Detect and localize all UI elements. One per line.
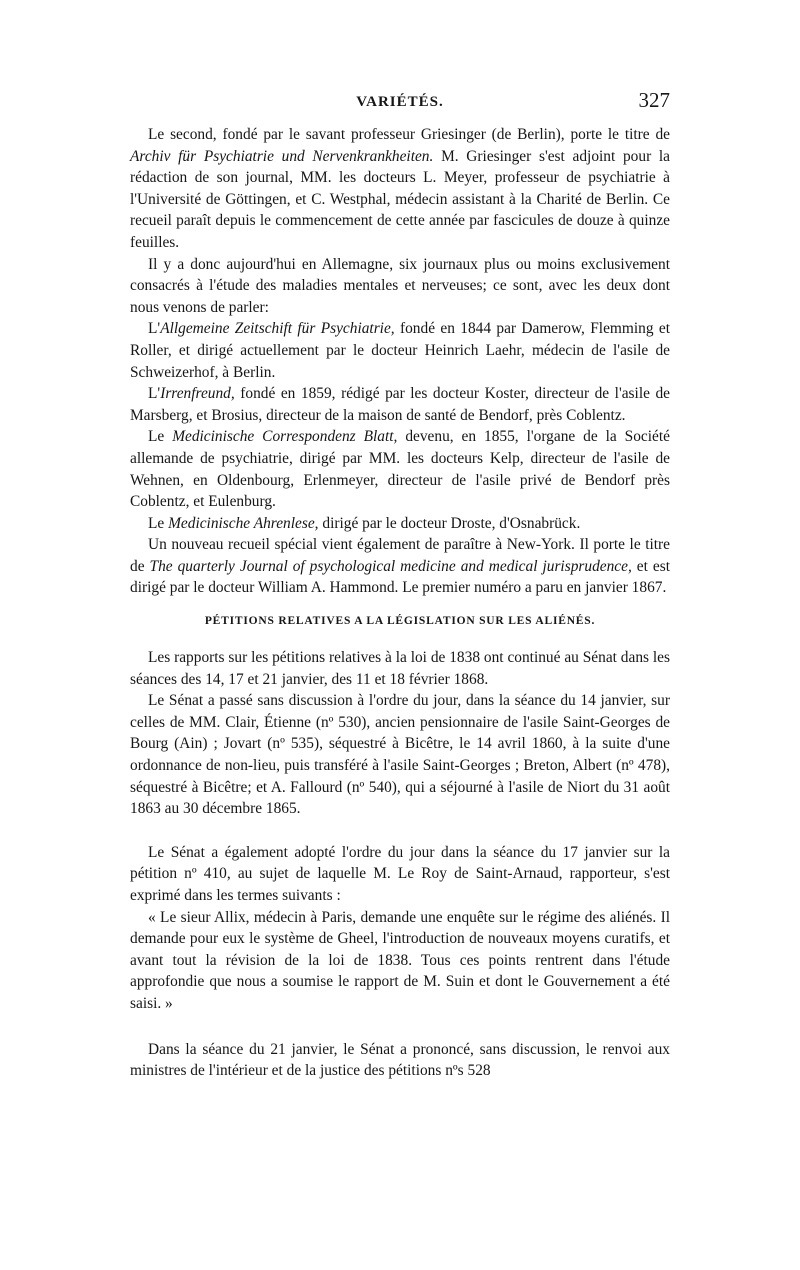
paragraph-six-journals: Il y a donc aujourd'hui en Allemagne, six journaux plus ou moins exclusivement consacrés à l'étude des maladies mentales et nerveuses; ce sont, avec les deux dont nous venons de parler: xyxy=(130,255,670,316)
paragraph-text: L' xyxy=(148,385,161,403)
paragraph-correspondenz-blatt xyxy=(130,426,670,512)
journal-title: Irrenfreund, xyxy=(160,385,235,403)
paragraph-allgemeine-zeitschrift xyxy=(130,318,670,383)
paragraph-text: Le xyxy=(148,428,173,446)
journal-title: Allgemeine Zeitschift für Psychiatrie, xyxy=(160,320,395,338)
paragraph-senate-14-january: Le Sénat a passé sans discussion à l'ordre du jour, dans la séance du 14 janvier, sur celles de MM. Clair, Étienne (nº 530), ancien pensionnaire de l'asile Saint-Georges de Bourg (Ain) ; Jovart (nº 535), séquestré à Bicêtre, le 14 avril 1860, à la suite d'une ordonnance de non-lieu, puis transféré à l'asile Saint-Georges ; Breton, Albert (nº 478), séquestré à Bicêtre; et A. Fallourd (nº 540), qui a séjourné à l'asile de Niort du 31 août 1863 au 30 décembre 1865. xyxy=(130,692,670,818)
paragraph-text: et est dirigé par le docteur William A. Hammond. Le premier numéro a paru en janvier 1867. xyxy=(130,557,670,597)
paragraph-text: Le second, fondé par le savant professeur Griesinger (de Berlin), porte le titre de xyxy=(148,126,670,143)
paragraph-griesinger-archiv xyxy=(130,124,670,254)
paragraph-text: Un nouveau recueil spécial vient également de paraître à New-York. Il porte le titre de xyxy=(130,536,670,575)
paragraph-senate-sessions: Les rapports sur les pétitions relatives à la loi de 1838 ont continué au Sénat dans les séances des 14, 17 et 21 janvier, des 11 et 18 février 1868. xyxy=(130,649,670,688)
paragraph-text: fondé en 1859, rédigé par les docteur Koster, directeur de l'asile de Marsberg, et Brosius, directeur de la maison de santé de Bendorf, près Coblentz. xyxy=(130,385,670,424)
paragraph-irrenfreund xyxy=(130,383,670,426)
paragraph-ahrenlese xyxy=(130,513,670,535)
paragraph-senate-17-january: Le Sénat a également adopté l'ordre du jour dans la séance du 17 janvier sur la pétition nº 410, au sujet de laquelle M. Le Roy de Saint-Arnaud, rapporteur, s'est exprimé dans les termes suivants : xyxy=(130,843,670,904)
paragraph-text: M. Griesinger s'est adjoint pour la rédaction de son journal, MM. les docteurs L. Meyer, professeur de psychiatrie à l'Université de Göttingen, et C. Westphal, médecin assistant à la Charité de Berlin. Ce recueil paraît depuis le commencement de cette année par fascicules de douze à quinze feuilles. xyxy=(130,147,671,251)
page xyxy=(130,88,670,1082)
journal-title: Medicinische Ahrenlese, xyxy=(168,514,319,532)
paragraph-text: dirigé par le docteur Droste, d'Osnabrück. xyxy=(318,514,581,532)
page-number: 327 xyxy=(638,88,670,112)
paragraph-text: fondé en 1844 par Damerow, Flemming et Roller, et dirigé actuellement par le docteur Heinrich Laehr, médecin de l'asile de Schweizerhof, à Berlin. xyxy=(130,320,670,381)
paragraph-senate-21-january: Dans la séance du 21 janvier, le Sénat a prononcé, sans discussion, le renvoi aux ministres de l'intérieur et de la justice des pétitions nºs 528 xyxy=(130,1040,670,1080)
paragraph-text: devenu, en 1855, l'organe de la Société allemande de psychiatrie, dirigé par MM. les docteurs Kelp, directeur de l'asile de Wehnen, en Oldenbourg, Erlenmeyer, directeur de l'asile privé de Bendorf près Coblentz, et Eulenburg. xyxy=(130,428,670,511)
journal-title: The quarterly Journal of psychological medicine and medical jurisprudence, xyxy=(149,557,632,575)
paragraph-text: L' xyxy=(148,320,161,338)
running-title: VARIÉTÉS. xyxy=(356,94,444,110)
paragraph-allix-quote: « Le sieur Allix, médecin à Paris, demande une enquête sur le régime des aliénés. Il demande pour eux le système de Gheel, l'introduction de nouveaux moyens curatifs, et avant tout la révision de la loi de 1838. Tous ces points rentrent dans l'étude approfondie que nous a soumise le rapport de M. Suin et dont le Gouvernement a été saisi. » xyxy=(130,908,670,1012)
journal-title: Archiv für Psychiatrie und Nervenkrankheiten. xyxy=(130,147,434,165)
journal-title: Medicinische Correspondenz Blatt, xyxy=(172,428,398,446)
paragraph-new-york-journal xyxy=(130,534,670,599)
section-heading: PÉTITIONS RELATIVES A LA LÉGISLATION SUR LES ALIÉNÉS. xyxy=(204,615,596,628)
running-header xyxy=(130,88,670,118)
paragraph-text: Le xyxy=(148,514,169,532)
